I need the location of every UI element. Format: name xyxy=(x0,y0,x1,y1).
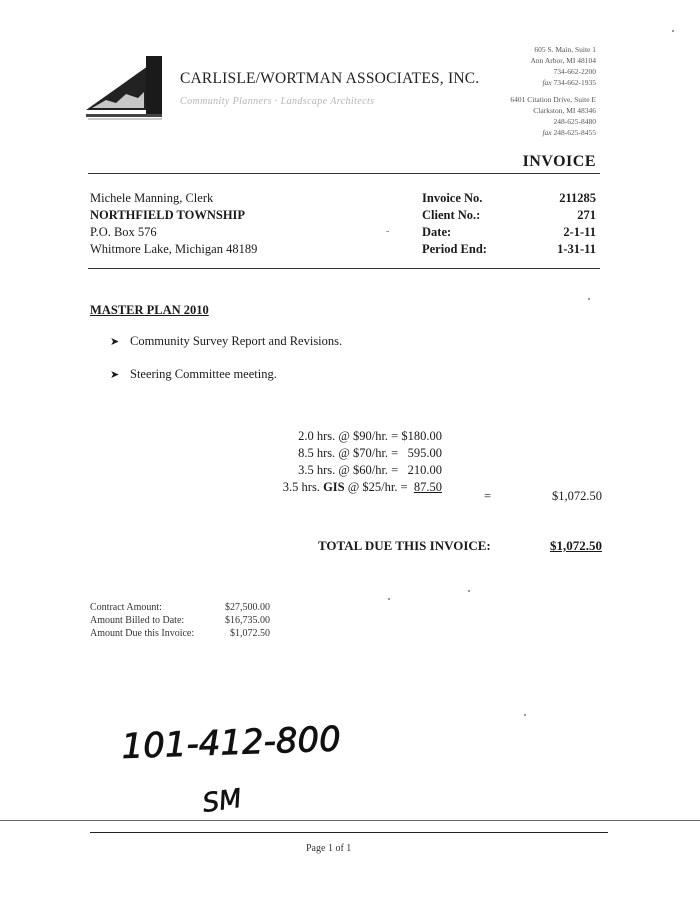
period-end-label: Period End: xyxy=(422,242,487,256)
hours-line: 8.5 hrs. @ $70/hr. = 595.00 xyxy=(298,446,442,460)
contract-amount-value: $27,500.00 xyxy=(225,602,270,613)
total-due-value: $1,072.50 xyxy=(550,538,602,553)
company-addresses xyxy=(510,44,596,138)
bill-to-po: P.O. Box 576 xyxy=(90,225,157,239)
section-title: MASTER PLAN 2010 xyxy=(90,303,209,317)
client-no-label: Client No.: xyxy=(422,208,481,222)
date-label: Date: xyxy=(422,225,452,239)
scan-speck xyxy=(588,298,590,300)
meta-divider xyxy=(88,268,600,269)
bill-to-name: Michele Manning, Clerk xyxy=(90,191,214,205)
contract-amount-label: Contract Amount: xyxy=(90,602,162,613)
invoice-meta-values xyxy=(557,190,596,258)
arrow-bullet-icon: ➤ xyxy=(110,369,120,381)
page-number: Page 1 of 1 xyxy=(306,843,352,854)
amount-due-label: Amount Due this Invoice: xyxy=(90,628,195,639)
amount-billed-label: Amount Billed to Date: xyxy=(90,615,185,626)
arrow-bullet-icon: ➤ xyxy=(110,336,120,348)
office1-city: Ann Arbor, MI 48104 xyxy=(530,56,596,65)
equals-sign: = xyxy=(484,489,492,503)
list-item: ➤ Steering Committee meeting. xyxy=(110,367,277,381)
hours-line: 3.5 hrs. @ $60/hr. = 210.00 xyxy=(298,463,442,477)
period-end-value: 1-31-11 xyxy=(557,242,596,256)
date-value: 2-1-11 xyxy=(563,225,596,239)
company-name: CARLISLE/WORTMAN ASSOCIATES, INC. xyxy=(180,70,480,87)
header-divider xyxy=(88,173,600,174)
office2-phone: 248-625-8480 xyxy=(553,117,596,126)
office1-fax: fax 734-662-1935 xyxy=(542,78,596,87)
subtotal-value: $1,072.50 xyxy=(552,489,602,503)
company-logo-icon xyxy=(86,56,170,122)
invoice-no-value: 211285 xyxy=(559,191,596,205)
scan-speck xyxy=(468,590,470,592)
scan-speck xyxy=(672,30,674,32)
office2-street: 6401 Citation Drive, Suite E xyxy=(510,95,596,104)
handwritten-initials: SM xyxy=(200,783,244,819)
list-item: ➤ Community Survey Report and Revisions. xyxy=(110,334,343,348)
invoice-meta-labels xyxy=(422,190,487,258)
footer-divider-1 xyxy=(0,820,700,821)
amount-due-value: $1,072.50 xyxy=(230,628,270,639)
bill-to-city: Whitmore Lake, Michigan 48189 xyxy=(90,242,258,256)
amount-billed-value: $16,735.00 xyxy=(225,615,270,626)
scan-speck xyxy=(524,714,526,716)
office1-street: 605 S. Main, Suite 1 xyxy=(534,45,596,54)
bill-to-org: NORTHFIELD TOWNSHIP xyxy=(90,208,246,222)
hours-line: 2.0 hrs. @ $90/hr. = $180.00 xyxy=(298,429,442,443)
contract-summary-labels xyxy=(90,601,194,640)
contract-summary-values xyxy=(225,601,270,640)
hours-breakdown xyxy=(283,428,442,496)
scan-speck xyxy=(388,598,390,600)
bill-to-block xyxy=(90,190,257,258)
handwritten-account: 101-412-800 xyxy=(120,719,342,767)
office2-city: Clarkston, MI 48346 xyxy=(533,106,596,115)
invoice-no-label: Invoice No. xyxy=(422,191,483,205)
footer-divider-2 xyxy=(90,832,608,833)
total-due-label: TOTAL DUE THIS INVOICE: xyxy=(318,538,491,553)
company-tagline: Community Planners · Landscape Architects xyxy=(180,96,375,107)
invoice-title: INVOICE xyxy=(522,153,596,170)
office1-phone: 734-662-2200 xyxy=(553,67,596,76)
hours-line: 3.5 hrs. GIS @ $25/hr. = 87.50 xyxy=(282,480,442,494)
stray-mark: - xyxy=(386,226,390,237)
office2-fax: fax 248-625-8455 xyxy=(542,128,596,137)
client-no-value: 271 xyxy=(577,208,596,222)
handwritten-notes xyxy=(118,716,358,826)
